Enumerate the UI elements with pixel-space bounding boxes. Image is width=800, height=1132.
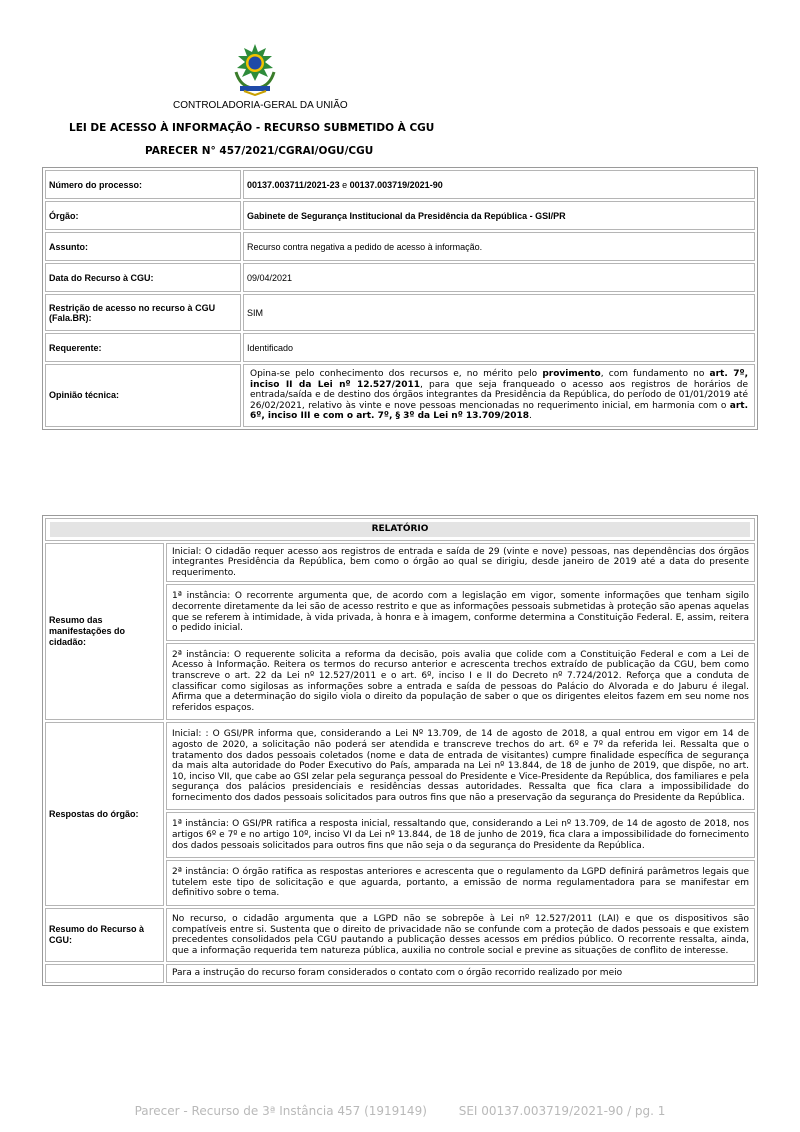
row-restricao (45, 294, 755, 331)
row-recurso (45, 908, 755, 962)
coat-of-arms-icon (230, 42, 280, 96)
row-manif-inicial (45, 543, 755, 583)
manifestacoes-label: Resumo das manifestações do cidadão: (45, 543, 164, 721)
opiniao-bold-2: art. 7º, inciso II da Lei nº 12.527/2011 (250, 369, 748, 390)
orgao-value: Gabinete de Segurança Institucional da Presidência da República - GSI/PR (243, 201, 755, 230)
processo-value (243, 170, 755, 199)
requerente-label: Requerente: (45, 333, 241, 362)
manif-1a-instancia: 1ª instância: O recorrente argumenta que, de acordo com a legislação em vigor, somente informações que tenham sigilo decorrente diretamente da lei são de acesso restrito e que as informações pessoais submetidas à proteção são apenas aquelas que se referem à intimidade, à vida privada, à honra e à imagem, conforme determina a Constituição Federal. E, assim, reitera o pedido inicial. (166, 584, 755, 640)
processo-label: Número do processo: (45, 170, 241, 199)
resp-1a-instancia: 1ª instância: O GSI/PR ratifica a resposta inicial, ressaltando que, considerando a Lei nº 13.709, de 14 de agosto de 2018, nos artigos 6º e 7º e no artigo 10º, inciso VI da Lei nº 13.844, de 18 de junho de 2019, fica clara a impossibilidade do fornecimento dos dados pessoais solicitados para outros fins que não seja o da segurança do Presidente da República. (166, 812, 755, 858)
row-instrucao (45, 964, 755, 983)
requerente-value: Identificado (243, 333, 755, 362)
processo-b: 00137.003719/2021-90 (349, 179, 443, 190)
assunto-value: Recurso contra negativa a pedido de acesso à informação. (243, 232, 755, 261)
opiniao-bold-1: provimento (542, 369, 601, 379)
opiniao-label: Opinião técnica: (45, 364, 241, 427)
row-opiniao (45, 364, 755, 427)
recurso-text: No recurso, o cidadão argumenta que a LGPD não se sobrepõe à Lei nº 12.527/2011 (LAI) e que os dispositivos são compatíveis entre si. Sustenta que o direito de privacidade não se confunde com a proteção de dados pessoais e que existem precedentes consolidados pela CGU pautando a publicação desses acessos em prédios público. O recorrente ressalta, ainda, que a informação requerida tem natureza pública, auxilia no controle social e previne as situações de conflito de interesse. (166, 908, 755, 962)
data-label: Data do Recurso à CGU: (45, 263, 241, 292)
orgao-label: Órgão: (45, 201, 241, 230)
opiniao-text-3: , para que seja franqueado o acesso aos registros de horários de entrada/saída e de destino dos órgãos integrantes da Presidência da República, do período de 01/01/2019 até 26/02/2021, relativo às vinte e nove pessoas mencionadas no requerimento inicial, em harmonia com o (250, 379, 748, 411)
opiniao-text-4: . (529, 411, 532, 422)
page-footer (0, 1104, 800, 1118)
processo-sep: e (339, 179, 350, 190)
restricao-label: Restrição de acesso no recurso à CGU (Fala.BR): (45, 294, 241, 331)
opiniao-bold-3: art. 6º, inciso III e com o art. 7º, § 3º da Lei nº 13.709/2018 (250, 400, 748, 422)
document-title: LEI DE ACESSO À INFORMAÇÃO - RECURSO SUBMETIDO À CGU (69, 122, 435, 134)
instrucao-text: Para a instrução do recurso foram considerados o contato com o órgão recorrido realizado por meio (166, 964, 755, 983)
manif-inicial: Inicial: O cidadão requer acesso aos registros de entrada e saída de 29 (vinte e nove) pessoas, nas dependências dos órgãos integrantes Presidência da República, bem como o órgão ao qual se dirigiu, desde janeiro de 2019 até a data do presente requerimento. (166, 543, 755, 583)
relatorio-heading-row (45, 518, 755, 541)
relatorio-heading: RELATÓRIO (50, 522, 750, 537)
resp-inicial: Inicial: : O GSI/PR informa que, considerando a Lei Nº 13.709, de 14 de agosto de 2018, a qual entrou em vigor em 14 de agosto de 2020, a solicitação não poderá ser atendida e transcreve trechos do art. 6º e 7º da referida lei. Ressalta que o tratamento dos dados pessoais coletados (nome e data de entrada de visitantes) cumpre finalidade específica de segurança da mais alta autoridade do Poder Executivo do País, amparada na Lei nº 13.844, de 18 de junho de 2019, que dispõe, no art. 10, inciso VII, que cabe ao GSI zelar pela segurança pessoal do Presidente e Vice-Presidente da República, dos familiares e pela segurança dos palácios presidenciais e residências dessas autoridades. Ressalta que fica clara a impossibilidade do fornecimento dos dados pessoais solicitados para outros fins que não a preservação da segurança do Presidente da República. (166, 722, 755, 810)
manif-2a-instancia: 2ª instância: O requerente solicita a reforma da decisão, pois avalia que colide com a Constituição Federal e com a Lei de Acesso à Informação. Reitera os termos do recurso anterior e acrescenta trechos extraído de publicação da CGU, bem como transcreve o art. 22 da Lei nº 12.527/2011 e o art. 6º, inciso I e II do Decreto nº 7.724/2012. Reforça que a conduta de classificar como sigilosas as informações sobre a entrada e saída de pessoas do Palácio do Alvorada e do Jaburu é ilegal. Afirma que a determinação do sigilo viola o direito da população de saber o que os dirigentes eleitos fazem em seu nome nos referidos espaços. (166, 643, 755, 721)
respostas-label: Respostas do órgão: (45, 722, 164, 906)
row-data (45, 263, 755, 292)
row-orgao (45, 201, 755, 230)
process-info-table (42, 167, 758, 430)
instrucao-label (45, 964, 164, 983)
opiniao-text-2: , com fundamento no (600, 369, 710, 379)
data-value: 09/04/2021 (243, 263, 755, 292)
assunto-label: Assunto: (45, 232, 241, 261)
recurso-label: Resumo do Recurso à CGU: (45, 908, 164, 962)
footer-right: SEI 00137.003719/2021-90 / pg. 1 (458, 1104, 666, 1118)
processo-a: 00137.003711/2021-23 (247, 179, 340, 190)
opiniao-text-1: Opina-se pelo conhecimento dos recursos e, no mérito pelo (250, 369, 543, 379)
row-requerente (45, 333, 755, 362)
row-resp-inicial (45, 722, 755, 810)
parecer-number: PARECER N° 457/2021/CGRAI/OGU/CGU (145, 145, 374, 157)
organization-name: CONTROLADORIA-GERAL DA UNIÃO (173, 100, 348, 111)
opiniao-value (243, 364, 755, 427)
resp-2a-instancia: 2ª instância: O órgão ratifica as respostas anteriores e acrescenta que o regulamento da LGPD definirá parâmetros legais que tutelem este tipo de solicitação e que aguarda, portanto, a emissão de norma regulamentadora para se manifestar em definitivo sobre o tema. (166, 860, 755, 906)
relatorio-table (42, 515, 758, 986)
footer-left: Parecer - Recurso de 3ª Instância 457 (1919149) (134, 1104, 427, 1118)
row-assunto (45, 232, 755, 261)
row-processo (45, 170, 755, 199)
restricao-value: SIM (243, 294, 755, 331)
